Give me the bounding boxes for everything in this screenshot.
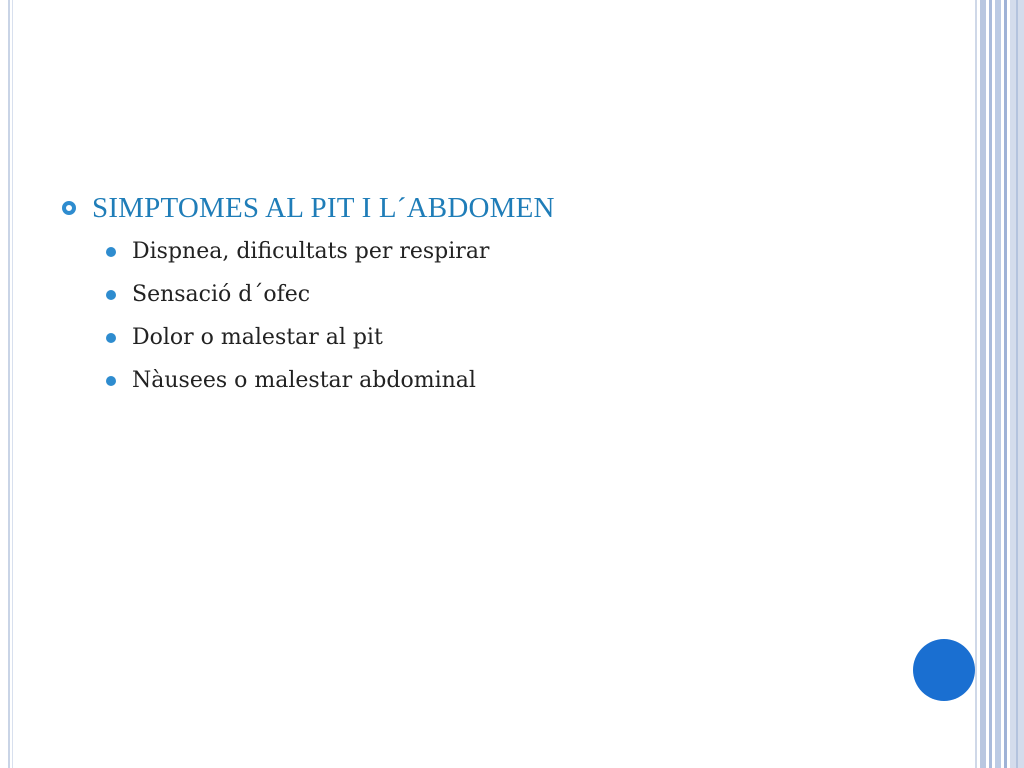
heading-row bbox=[62, 186, 902, 230]
symptom-list bbox=[106, 230, 902, 402]
slide-heading: SIMPTOMES AL PIT I L´ABDOMEN bbox=[92, 191, 555, 224]
left-frame-line bbox=[8, 0, 10, 768]
right-frame-band bbox=[980, 0, 986, 768]
slide-content bbox=[62, 186, 902, 402]
dot-bullet-icon bbox=[106, 376, 116, 386]
list-item-text: Dolor o malestar al pit bbox=[132, 325, 383, 350]
right-frame-band bbox=[975, 0, 977, 768]
left-frame-line-inner bbox=[12, 0, 13, 768]
list-item-text: Dispnea, dificultats per respirar bbox=[132, 239, 490, 264]
blue-circle-icon bbox=[913, 639, 975, 701]
list-item bbox=[106, 273, 902, 316]
dot-bullet-icon bbox=[106, 247, 116, 257]
dot-bullet-icon bbox=[106, 290, 116, 300]
right-frame-band bbox=[995, 0, 1001, 768]
right-frame-band bbox=[1004, 0, 1007, 768]
ring-bullet-icon bbox=[62, 201, 76, 215]
list-item-text: Nàusees o malestar abdominal bbox=[132, 368, 476, 393]
dot-bullet-icon bbox=[106, 333, 116, 343]
list-item bbox=[106, 316, 902, 359]
right-frame-band bbox=[1016, 0, 1018, 768]
list-item-text: Sensació d´ofec bbox=[132, 282, 311, 307]
list-item bbox=[106, 359, 902, 402]
list-item bbox=[106, 230, 902, 273]
right-frame-band bbox=[989, 0, 992, 768]
